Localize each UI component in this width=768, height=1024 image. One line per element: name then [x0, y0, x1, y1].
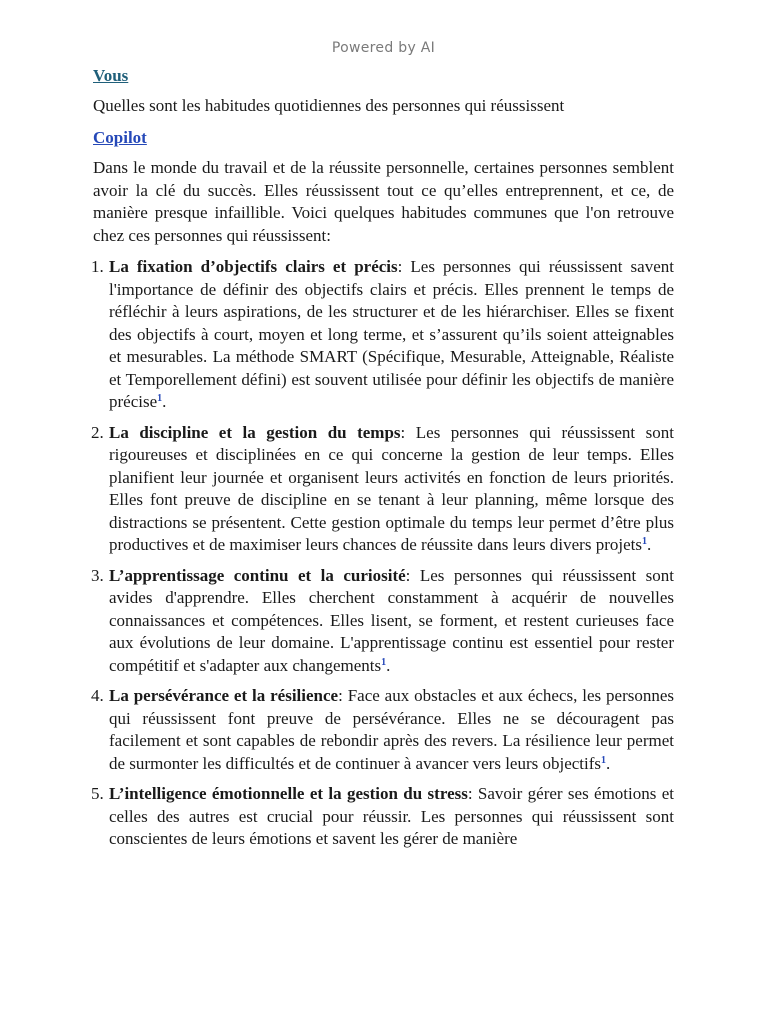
item-text: : Savoir gérer ses émotions et celles des autres est crucial pour réussir. Les personnes qui réussissent sont conscientes de leurs émotions et savent les gérer de manière — [109, 784, 674, 848]
list-item — [93, 565, 674, 678]
document-page — [93, 38, 674, 859]
item-text: : Face aux obstacles et aux échecs, les personnes qui réussissent font preuve de persévérance. Elles ne se découragent pas facilement et sont capables de rebondir après des revers. La résilience leur permet de surmonter les difficultés et de continuer à avancer vers leurs objectifs — [109, 686, 675, 773]
item-end: . — [386, 655, 391, 675]
list-item — [93, 256, 674, 414]
assistant-label-row — [93, 127, 674, 149]
answer-intro: Dans le monde du travail et de la réussite personnelle, certaines personnes semblent avoir la clé du succès. Elles réussissent tout ce qu’elles entreprennent, et ce, de manière presque infaillible. Voici quelques habitudes communes que l'on retrouve chez ces personnes qui réussissent: — [93, 158, 674, 245]
habits-list — [93, 256, 674, 851]
item-title: L’intelligence émotionnelle et la gestion du stress — [109, 784, 468, 803]
item-title: La persévérance et la résilience — [109, 686, 339, 705]
user-label-row — [93, 65, 674, 87]
assistant-speaker-label[interactable]: Copilot — [93, 128, 147, 147]
item-number: 1. — [91, 257, 104, 276]
user-question: Quelles sont les habitudes quotidiennes des personnes qui réussissent — [93, 96, 565, 115]
item-text: : Les personnes qui réussissent savent l'importance de définir des objectifs clairs et précis. Elles prennent le temps de réfléchir à leurs aspirations, de les structurer et de les hiérarchiser. Elles se fixent des objectifs à court, moyen et long terme, et s’assurent qu’ils soient atteignables et mesurables. La méthode SMART (Spécifique, Mesurable, Atteignable, Réaliste et Temporellement défini) est souvent utilisée pour définir les objectifs de manière précise — [109, 257, 674, 411]
powered-by-label: Powered by AI — [331, 40, 436, 56]
item-end: . — [606, 753, 611, 773]
citation-link[interactable]: 1 — [157, 393, 163, 404]
list-item — [93, 422, 674, 557]
item-title: La fixation d’objectifs clairs et précis — [109, 257, 398, 276]
list-item — [93, 685, 674, 775]
item-number: 3. — [91, 565, 104, 585]
citation-link[interactable]: 1 — [381, 656, 387, 668]
citation-link[interactable]: 1 — [601, 754, 607, 766]
item-number: 4. — [91, 686, 104, 705]
item-text: : Les personnes qui réussissent sont rigoureuses et disciplinées en ce qui concerne la gestion de leur temps. Elles planifient leur journée et organisent leurs activités en fonction de leurs priorités. Elles font preuve de discipline en se tenant à leur planning, même lorsque des distractions se présentent. Cette gestion optimale du temps leur permet d’être plus productives et de maximiser leurs chances de réussite dans leurs divers projets — [109, 422, 674, 554]
item-text: : Les personnes qui réussissent sont avides d'apprendre. Elles cherchent constamment à acquérir de nouvelles connaissances et compétences. Elles lisent, se forment, et restent curieuses face aux évolutions de leur domaine. L'apprentissage continu est essentiel pour rester compétitif et s'adapter aux changements — [109, 565, 674, 675]
item-end: . — [646, 535, 652, 554]
list-item — [93, 783, 674, 851]
item-number: 2. — [91, 422, 104, 442]
user-speaker-label[interactable]: Vous — [93, 66, 129, 85]
item-title: L’apprentissage continu et la curiosité — [109, 565, 406, 585]
citation-link[interactable]: 1 — [641, 536, 647, 547]
item-end: . — [162, 392, 167, 411]
item-title: La discipline et la gestion du temps — [109, 422, 401, 442]
item-number: 5. — [91, 784, 104, 803]
